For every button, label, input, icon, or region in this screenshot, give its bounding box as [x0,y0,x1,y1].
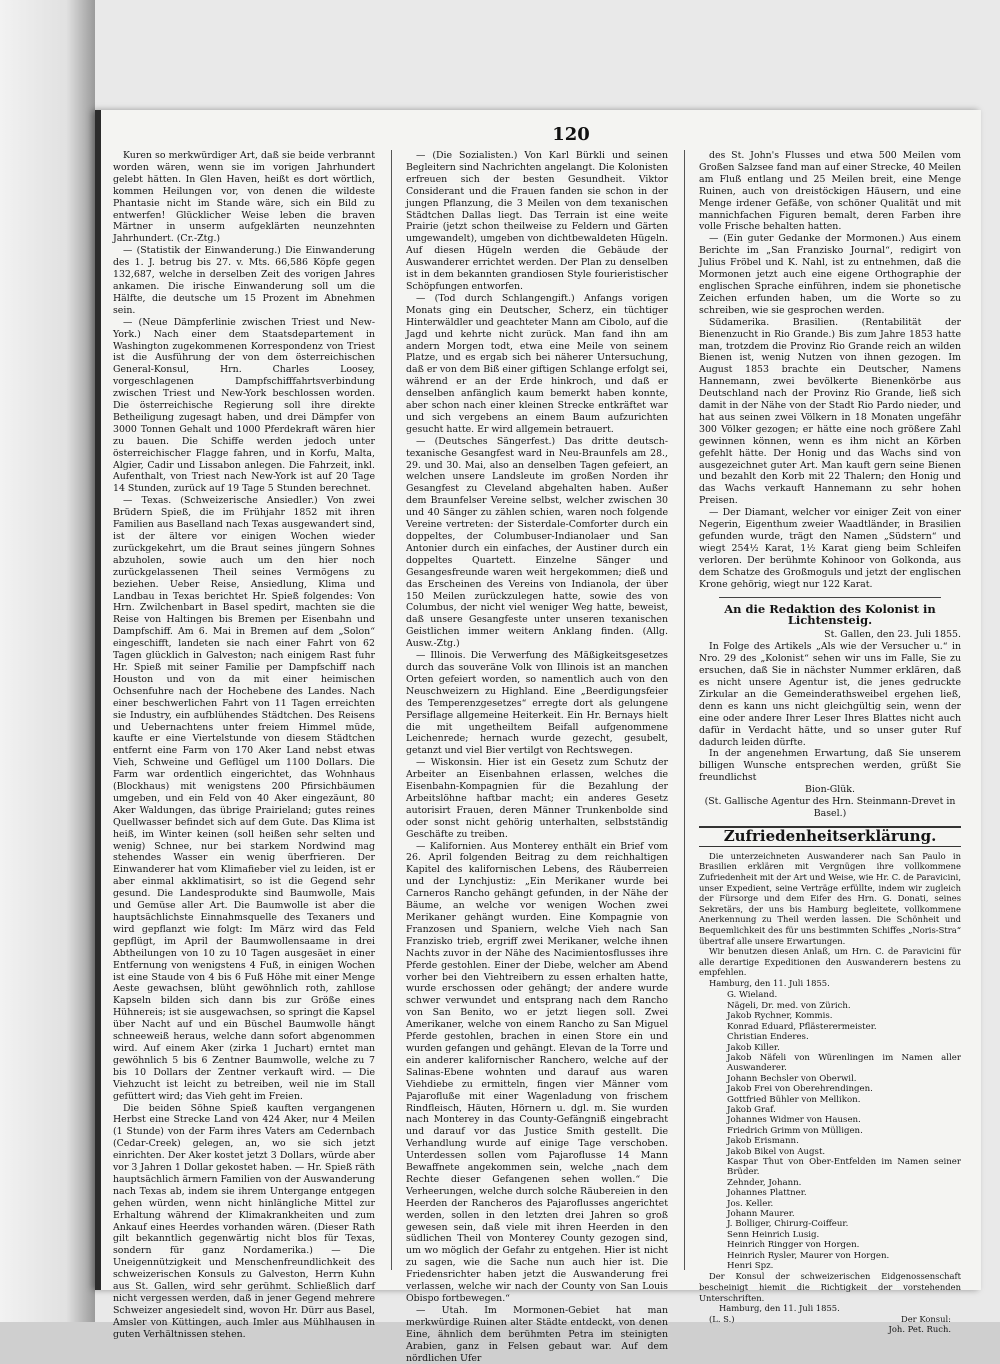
signatory: Nägeli, Dr. med. von Zürich. [727,1000,851,1011]
article-paragraph: — Kalifornien. Aus Monterey enthält ein Brief vom 26. April folgenden Beitrag zu dem reichhaltigen Kapitel des kalifornischen Lebens, des Räuberreien und der Lynchjustiz: „Ein Merikaner wurde bei Carneros Rancho gehängt gefunden, in der Nähe der Bäume, an welche vor wenigen Wochen zwei Merikaner gehängt wurden. Eine Kompagnie von Franzosen und Spaniern, welche Vieh nach San Franzisko trieb, ergriff zwei Merikaner, welche ihnen Nachts zuvor in der Nähe des Nacimientosflusses ihre Pferde gestohlen. Einer der Diebe, welcher am Abend vorher bei den Viehtreibern zu essen erhalten hatte, wurde erschossen oder gehängt; der andere wurde schwer verwundet und entsprang nach dem Rancho von San Benito, wo er jetzt liegen soll. Zwei Amerikaner, welche von einem Rancho zu San Miguel Pferde gestohlen, brachen in einen Store ein und wurden gefangen und gehängt. Elevan de la Torre und ein anderer kalifornischer Ranchero, welche auf der Salinas-Ebene wohnten und darauf aus waren Viehdiebe zu ermitteln, fingen vier Männer vom Pajarofluße mit einer Wagenladung von frischem Rindfleisch, Häuten, Hörnern u. dgl. m. Sie wurden nach Monterey in das County-Gefängniß eingebracht und darauf vor das Justice Smith gestellt. Die Verhandlung wurde auf einige Tage verschoben. Unterdessen sollen vom Pajaroflusse 14 Mann Bewaffnete angekommen sein, welche „nach dem Rechte dieser Gefangenen sehen wollen.“ Die Verheerungen, welche durch solche Räubereien in den Heerden der Rancheros des Pajaroflusses angerichtet werden, sollen in den letzten drei Jahren so groß gewesen sein, daß viele mit ihren Heerden in den südlichen Theil von Monterey County gezogen sind, um wo möglich der Gefahr zu entgehen. Hier ist nicht zu sagen, wie die Sache nun auch hier ist. Die Friedensrichter haben jetzt die Auswanderung frei verlassen, welche wir nach der County von San Louis Obispo fortbewegen.“ [406,840,668,1304]
article-paragraph: — Wiskonsin. Hier ist ein Gesetz zum Schutz der Arbeiter an Eisenbahnen erlassen, welches die Eisenbahn-Kompagnien für die Bezahlung der Arbeitslöhne haftbar macht; ein anderes Gesetz autorisirt Frauen, deren Männer Trunkenbolde sind oder sonst nicht gehörig unterhalten, selbstständig Geschäfte zu treiben. [406,757,668,840]
signatory: Senn Heinrich Lusig. [727,1229,820,1240]
article-paragraph: — (Neue Dämpferlinie zwischen Triest und New-York.) Nach einer dem Staatsdepartement in Washington zugekommenen Korrespondenz von Triest ist die Ausführung der von dem österreichischen General-Konsul, Hrn. Charles Loosey, vorgeschlagenen Dampfschifffahrtsverbindung zwischen Triest und New-York beschlossen worden. Die österreichische Regierung soll ihre direkte Betheiligung zugesagt haben, und drei Dämpfer von 3000 Tonnen Gehalt und 1000 Pferdekraft wären hier zu bauen. Die Schiffe werden jedoch unter österreichischer Flagge fahren, und in Korfu, Malta, Algier, Cadir und Lissabon anlegen. Die Fahrzeit, inkl. Aufenthalt, von Triest nach New-York ist auf 20 Tage 14 Stunden, zurück auf 19 Tage 5 Stunden berechnet. [113,316,375,495]
column-3 [699,150,961,1335]
signatory: Jakob Graf. [727,1104,776,1115]
declaration-dateline: Hamburg, den 11. Juli 1855. [709,977,830,988]
signatory: G. Wieland. [727,990,778,1001]
article-paragraph: — Utah. Im Mormonen-Gebiet hat man merkwürdige Ruinen alter Städte entdeckt, von denen Eine, ähnlich dem berühmten Petra im steinigten Arabien, ganz in Felsen gebaut war. Auf dem nördlichen Ufer [406,1304,668,1364]
declaration-body-2: Wir benutzen diesen Anlaß, um Hrn. C. de Paravicini für alle derartige Expeditionen den Auswanderern bestens zu empfehlen. [699,946,961,978]
column-2 [406,150,668,1364]
signatory: Jakob Frei von Oberehrendingen. [727,1084,873,1095]
signatory: Jakob Rychner, Kommis. [727,1011,833,1022]
article-paragraph: des St. John's Flusses und etwa 500 Meilen vom Großen Salzsee fand man auf einer Strecke, 40 Meilen am Fluß entlang und 25 Meilen breit, eine Menge Ruinen, auch von dreistöckigen Häusern, und eine Menge irdener Gefäße, von schöner Qualität und mit mannichfachen Figuren bemalt, deren Farben ihre volle Frische behalten hatten. [699,150,961,233]
column-rule [391,150,392,1270]
signatory: Kaspar Thut von Ober-Entfelden im Namen seiner Brüder. [727,1156,961,1178]
article-paragraph: — Illinois. Die Verwerfung des Mäßigkeitsgesetzes durch das souveräne Volk von Illinois ist an manchen Orten gefeiert worden, so namentlich auch von den Neuschweizern zu Highland. Eine „Beerdigungsfeier des Temperenzgesetzes“ erregte dort als gelungene Persiflage allgemeine Heiterkeit. Ein Hr. Bernays hielt die mit ungetheiltem Beifall aufgenommene Leichenrede; hernach wurde gezecht, gesubelt, getanzt und viel Bier vertilgt von Rechtswegen. [406,650,668,757]
page-number: 120 [552,124,590,145]
consul-name: Joh. Pet. Ruch. [888,1324,951,1335]
signatory: Jos. Keller. [727,1198,774,1209]
declaration-title: Zufriedenheitserklärung. [699,826,961,847]
article-paragraph: — (Statistik der Einwanderung.) Die Einwanderung des 1. J. betrug bis 27. v. Mts. 66,586 Köpfe gegen 132,687, welche in derselben Zeit des vorigen Jahres ankamen. Die irische Einwanderung soll um die Hälfte, die deutsche um 15 Prozent im Abnehmen sein. [113,245,375,316]
column-1 [113,150,375,1340]
article-paragraph: — (Ein guter Gedanke der Mormonen.) Aus einem Berichte im „San Franzisko Journal“, redigirt von Julius Fröbel und K. Nahl, ist zu entnehmen, daß die Mormonen jetzt auch eine eigene Orthographie der englischen Sprache einführen, indem sie phonetische Zeichen erfunden haben, um die Worte so zu schreiben, wie sie gesprochen werden. [699,233,961,316]
declaration-body: Die unterzeichneten Auswanderer nach San Paulo in Brasilien erklären mit Vergnügen ihre vollkommene Zufriedenheit mit der Art und Weise, wie Hr. C. de Paravicini, unser Expedient, seine Verträge erfüllte, indem wir zugleich der Fürsorge und dem Eifer des Hrn. G. Donati, seines Sekretärs, der uns bis Hamburg begleitete, vollkommene Anerkennung zu Theil werden lassen. Die Schönheit und Bequemlichkeit des für uns bestimmten Schiffes „Noris-Stra“ übertraf alle unsere Erwartungen. [699,850,961,946]
signatory: Konrad Eduard, Pflästerermeister. [727,1021,877,1032]
signatory: Johann Bechsler von Oberwil. [727,1073,857,1084]
signatory: Johann Maurer. [727,1209,795,1219]
letter-signature: Bion-Glük. [805,784,855,796]
column-rule [684,150,685,1270]
signatory-list [699,990,961,1271]
previous-page-edge [0,0,95,1322]
signatory: Jakob Erismann. [727,1136,799,1147]
signatory: Zehnder, Johann. [727,1177,802,1188]
consul-label: Der Konsul: [901,1313,951,1324]
signatory: Friedrich Grimm von Mülligen. [727,1125,863,1136]
signatory: Johannes Plattner. [727,1188,807,1199]
article-paragraph: — Texas. (Schweizerische Ansiedler.) Von zwei Brüdern Spieß, die im Frühjahr 1852 mit ihren Familien aus Baselland nach Texas ausgewandert sind, ist der ältere vor einigen Wochen wieder zurückgekehrt, um die Braut seines jüngern Sohnes abzuholen, sowie auch um den hier noch zurückgelassenen Theil seines Vermögens zu beziehen. Ueber Reise, Ansiedlung, Klima und Landbau in Texas berichtet Hr. Spieß folgendes: Von Hrn. Zwilchenbart in Basel spedirt, machten sie die Reise von Haltingen bis Bremen per Eisenbahn und Dampfschiff. Am 6. Mai in Bremen auf dem „Solon“ eingeschifft, landeten sie nach einer Fahrt von 62 Tagen glücklich in Galveston; nach einigem Rast fuhr Hr. Spieß mit seiner Familie per Dampfschiff nach Houston und von da mit einer heimischen Ochsenfuhre nach der Hochebene des Landes. Nach einer beschwerlichen Fahrt von 11 Tagen erreichten sie Industry, ein aufblühendes Städtchen. Des Reisens und Uebernachtens unter freiem Himmel müde, kaufte er eine Viertelstunde von diesem Städtchen entfernt eine Farm von 170 Aker Land nebst etwas Vieh, Schweine und Geflügel um 1100 Dollars. Die Farm war ordentlich eingerichtet, das Wohnhaus (Blockhaus) mit wenigstens 200 Pfirsichbäumen umgeben, und ein Feld von 40 Aker eingezäunt, 80 Aker Waldungen, das übrige Prairieland; gutes reines Quellwasser befindet sich auf dem Gute. Das Klima ist heiß, im Winter keinen (soll heißen sehr selten und wenig) Schnee, nur bei starkem Nordwind mag stehendes Wasser ein wenig überfrieren. Der Einwanderer hat vom Klimafieber viel zu leiden, ist er aber einmal akklimatisirt, so ist die Gegend sehr gesund. Die Landesprodukte sind Baumwolle, Mais und Gemüse aller Art. Die Baumwolle ist aber die hauptsächlichste Einnahmsquelle des Texaners und wird gepflanzt wie folgt: Im März wird das Feld gepflügt, im April der Baumwollensaame in drei Abtheilungen von 10 zu 10 Tagen ausgesäet in einer Entfernung von wenigstens 4 Fuß, in einigen Wochen ist eine Staude von 4 bis 6 Fuß Höhe mit einer Menge Aeste gewachsen, blüht gewöhnlich roth, zahllose Kapseln bilden sich dann bis zur Größe eines Hühnereis; ist sie ausgewachsen, so springt die Kapsel über Nacht auf und ein Büschel Baumwolle hängt schneeweiß heraus, welche dann sofort abgenommen wird. Auf einem Aker (zirka 1 Juchart) erntet man gewöhnlich 5 bis 6 Zentner Baumwolle, welche zu 7 bis 10 Dollars der Zentner verkauft wird. — Die Viehzucht ist leicht zu betreiben, weil nie im Stall gefüttert wird; das Vieh geht im Freien. [113,495,375,1102]
signatory: Gottfried Bühler von Mellikon. [727,1094,861,1105]
signatory: Heinrich Ringger von Horgen. [727,1240,860,1251]
letter-closing: In der angenehmen Erwartung, daß Sie unserem billigen Wunsche entsprechen werden, grüßt Sie freundlichst [699,748,961,784]
article-paragraph: — (Deutsches Sängerfest.) Das dritte deutsch-texanische Gesangfest ward in Neu-Braunfels am 28., 29. und 30. Mai, also an denselben Tagen gefeiert, an welchen unsere Landsleute im großen Norden ihr Gesangfest zu Cleveland abgehalten haben. Außer dem Braunfelser Vereine selbst, welcher zwischen 30 und 40 Sänger zu zählen schien, waren noch folgende Vereine vertreten: der Sisterdale-Comforter durch ein doppeltes, der Columbuser-Indianolaer und San Antonier durch ein einfaches, der Austiner durch ein doppeltes Quartett. Einzelne Sänger und Gesangesfreunde waren weit hergekommen; dieß und das Erscheinen des Vereins von Indianola, der über 150 Meilen zurückzulegen hatte, sowie des von Columbus, der nicht viel weniger Weg hatte, beweist, daß unsere Gesangfeste unter unseren texanischen Geistlichen immer weitern Anklang finden. (Allg. Ausw.-Ztg.) [406,435,668,650]
letter-body: In Folge des Artikels „Als wie der Versucher u.“ in Nro. 29 des „Kolonist“ sehen wir uns im Falle, Sie zu ersuchen, daß Sie in nächster Nummer erklären, daß es nicht unsere Agentur ist, die jenes gedruckte Zirkular an die Gemeinderathsweibel ergehen ließ, denn es kann uns nicht gleichgültig sein, wenn der eine oder andere Ihrer Leser Ihres Blattes nicht auch dafür in Verdacht hätte, und so unser guter Ruf dadurch leiden dürfte. [699,641,961,748]
article-paragraph: Die beiden Söhne Spieß kauften vergangenen Herbst eine Strecke Land von 424 Aker, nur 4 Meilen (1 Stunde) von der Farm ihres Vaters am Cedernbach (Cedar-Creek) gelegen, an, wo sie sich jetzt einrichten. Der Aker kostet jetzt 3 Dollars, würde aber vor 3 Jahren 1 Dollar gekostet haben. — Hr. Spieß räth hauptsächlich ärmern Familien von der Auswanderung nach Texas ab, indem sie ihrem Untergange entgegen gehen würden, wenn nicht hinlängliche Mittel zur Erhaltung während der Klimakrankheiten und zum Ankauf eines Heerdes vorhanden wären. (Dieser Rath gilt bekanntlich gegenwärtig nicht blos für Texas, sondern für ganz Nordamerika.) — Die Uneigennützigkeit und Menschenfreundlichkeit des schweizerischen Konsuls zu Galveston, Herrn Kuhn aus St. Gallen, wird sehr gerühmt. Schließlich darf nicht vergessen werden, daß in jener Gegend mehrere Schweizer angesiedelt sind, wovon Hr. Dürr aus Basel, Amsler von Küttingen, auch Imler aus Mühlhausen in guten Verhältnissen stehen. [113,1102,375,1340]
seal: (L. S.) [709,1313,735,1324]
article-paragraph: — Der Diamant, welcher vor einiger Zeit von einer Negerin, Eigenthum zweier Waadtländer, in Brasilien gefunden wurde, trägt den Namen „Südstern“ und wiegt 254½ Karat, 1½ Karat gieng beim Schleifen verloren. Der berühmte Kohinoor von Golkonda, aus dem Schatze des Großmoguls und jetzt der englischen Krone gehörig, wiegt nur 122 Karat. [699,507,961,590]
newspaper-page [95,110,981,1364]
signatory: Henri Spz. [727,1261,774,1272]
signatory: Jakob Killer. [727,1042,780,1053]
letter-dateline: St. Gallen, den 23. Juli 1855. [824,629,961,641]
section-divider [719,597,941,598]
signatory: Christian Enderes. [727,1032,809,1043]
letter-title: An die Redaktion des Kolonist in Lichtensteig. [724,601,936,628]
signatory: Heinrich Rysler, Maurer von Horgen. [727,1250,890,1261]
signatory: Jakob Näfeli von Würenlingen im Namen aller Auswanderer. [727,1052,961,1074]
signatory: Johannes Widmer von Hausen. [727,1115,861,1126]
consul-dateline: Hamburg, den 11. Juli 1855. [719,1303,840,1314]
letter-signature-note: (St. Gallische Agentur des Hrn. Steinmann-Drevet in Basel.) [704,796,956,819]
consul-signature-row [709,1314,951,1325]
article-paragraph: — (Die Sozialisten.) Von Karl Bürkli und seinen Begleitern sind Nachrichten angelangt. Die Kolonisten erfreuen sich der besten Gesundheit. Viktor Considerant und die Frauen fanden sie schon in der jungen Pflanzung, die 3 Meilen von dem texanischen Städtchen Dallas liegt. Das Terrain ist eine weite Prairie (jetzt schon theilweise zu Feldern und Gärten umgewandelt), umgeben von dichtbewaldeten Hügeln. Auf diesen Hügeln werden die Gebäude der Auswanderer errichtet werden. Der Plan zu denselben ist in dem bekannten grandiosen Style fourieristischer Schöpfungen entworfen. [406,150,668,292]
article-paragraph: Kuren so merkwürdiger Art, daß sie beide verbrannt worden wären, wenn sie im vorigen Jahrhundert gelebt hätten. In Glen Haven, heißt es dort wörtlich, kommen Heilungen vor, von denen die wildeste Phantasie nicht im Stande wäre, sich ein Bild zu entwerfen! Glücklicher Weise leben die braven Märtner in unserm aufgeklärten neunzehnten Jahrhundert. (Cr.-Ztg.) [113,150,375,245]
article-paragraph: — (Tod durch Schlangengift.) Anfangs vorigen Monats ging ein Deutscher, Scherz, ein tüchtiger Hinterwäldler und geachteter Mann am Cibolo, auf die Jagd und kehrte nicht zurück. Man fand ihn am andern Morgen todt, etwa eine Meile von seinem Platze, und es ergab sich bei näherer Untersuchung, daß er von dem Biß einer giftigen Schlange erfolgt sei, während er an der Erde hinkroch, und daß er denselben anfänglich kaum bemerkt haben konnte, aber schon nach einer kleinen Strecke entkräftet war und sich vergebens an einem Baum aufzurichten gesucht hatte. Er wird allgemein betrauert. [406,292,668,435]
consul-note: Der Konsul der schweizerischen Eidgenossenschaft bescheinigt hiemit die Richtigkeit der vorstehenden Unterschriften. [699,1271,961,1303]
article-paragraph: Südamerika. Brasilien. (Rentabilität der Bienenzucht in Rio Grande.) Bis zum Jahre 1853 hatte man, trotzdem die Provinz Rio Grande reich an wilden Bienen ist, wenig Nutzen von ihnen gezogen. Im August 1853 brachte ein Deutscher, Namens Hannemann, zwei bevölkerte Bienenkörbe aus Deutschland nach der Provinz Rio Grande, ließ sich damit in der Nähe von der Stadt Rio Pardo nieder, und hat aus seinen zwei Völkern in 18 Monaten ungefähr 300 Völker gezogen; er hätte eine noch größere Zahl gewinnen können, wenn es ihm nicht an Körben gefehlt hätte. Der Honig und das Wachs sind von ausgezeichnet guter Art. Man kauft gern seine Bienen und bezahlt den Korb mit 22 Thalern; den Honig und das Wachs verkauft Hannemann zu sehr hohen Preisen. [699,316,961,507]
signatory: Jakob Bikel von Augst. [727,1146,826,1157]
signatory: J. Bolliger, Chirurg-Coiffeur. [727,1219,849,1230]
